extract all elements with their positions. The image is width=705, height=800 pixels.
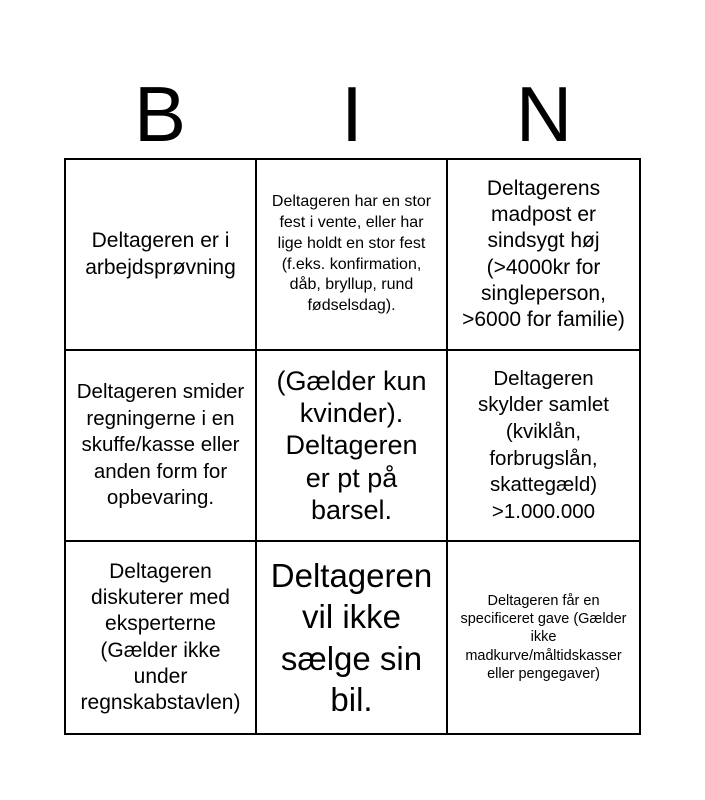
- header-letter-n: N: [515, 70, 573, 158]
- bingo-cell-text: Deltageren vil ikke sælge sin bil.: [270, 557, 433, 718]
- bingo-cell-text: (Gælder kun kvinder). Deltageren er pt på barsel.: [276, 365, 427, 526]
- bingo-cell-3[interactable]: [448, 160, 639, 351]
- bingo-grid: [64, 158, 641, 735]
- bingo-cell-text: Deltageren får en specificeret gave (Gælder ikke madkurve/måltidskasser eller pengegaver): [460, 593, 627, 682]
- bingo-cell-6[interactable]: [448, 351, 639, 542]
- bingo-cell-text: Deltageren har en stor fest i vente, eller har lige holdt en stor fest (f.eks. konfirmation, dåb, bryllup, rund fødselsdag).: [271, 193, 432, 315]
- header-letter-i: I: [341, 70, 363, 158]
- bingo-cell-2[interactable]: [257, 160, 448, 351]
- bingo-cell-text: Deltageren diskuterer med eksperterne (Gælder ikke under regnskabstavlen): [80, 559, 241, 714]
- bingo-cell-text: Deltageren er i arbejdsprøvning: [85, 229, 236, 279]
- header-letter-b: B: [133, 70, 187, 158]
- bingo-cell-5[interactable]: [257, 351, 448, 542]
- bingo-cell-9[interactable]: [448, 542, 639, 733]
- bingo-cell-1[interactable]: [66, 160, 257, 351]
- bingo-cell-text: Deltageren smider regningerne i en skuffe/kasse eller anden form for opbevaring.: [76, 379, 245, 510]
- bingo-cell-8[interactable]: [257, 542, 448, 733]
- bingo-cell-text: Deltageren skylder samlet (kviklån, forbrugslån, skattegæld) >1.000.000: [477, 366, 609, 523]
- bingo-cell-4[interactable]: [66, 351, 257, 542]
- bingo-cell-text: Deltagerens madpost er sindsygt høj (>4000kr for singleperson, >6000 for familie): [462, 176, 625, 331]
- bingo-header: [64, 70, 641, 158]
- bingo-cell-7[interactable]: [66, 542, 257, 733]
